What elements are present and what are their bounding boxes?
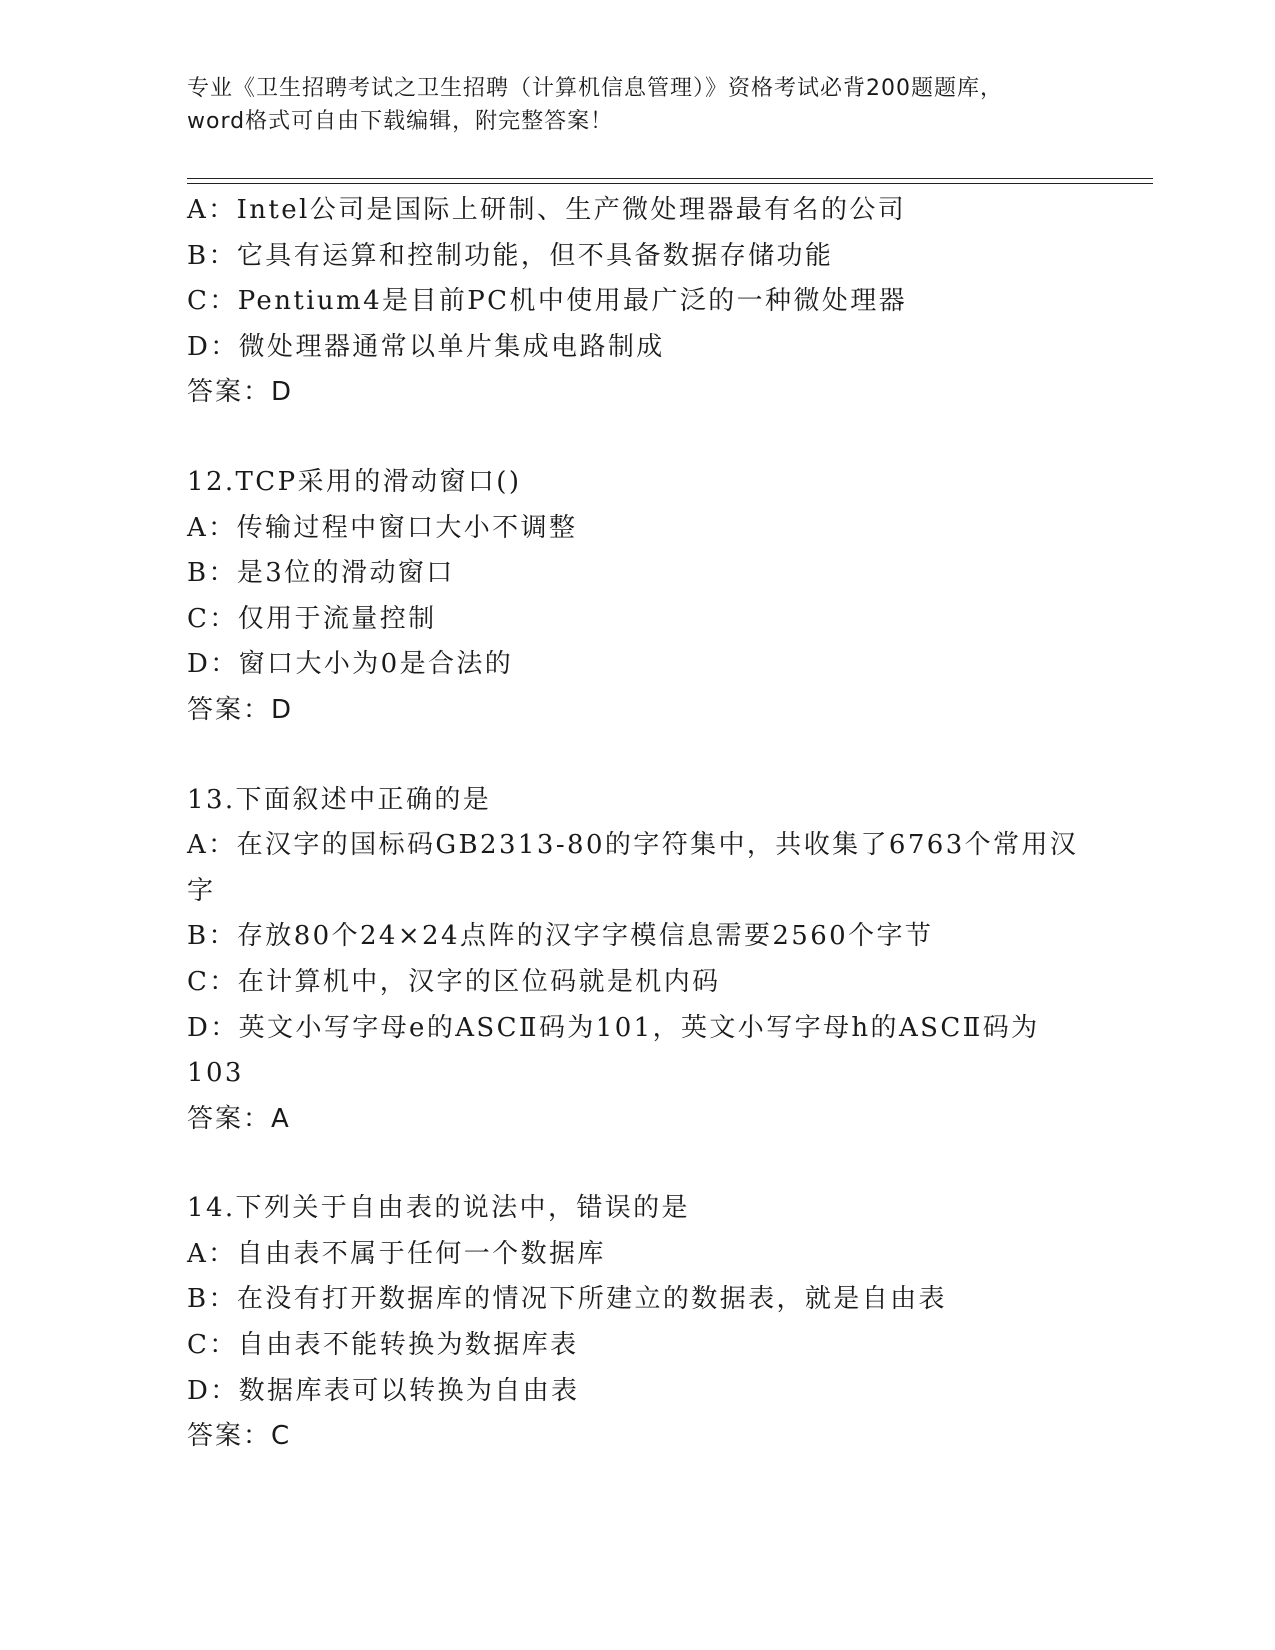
question-list: [187, 188, 1087, 1460]
option-d: D：窗口大小为0是合法的: [187, 649, 514, 680]
header-divider-bottom: [187, 183, 1153, 184]
answer: 答案：C: [187, 1421, 292, 1452]
option-a: A：自由表不属于任何一个数据库: [187, 1238, 606, 1269]
header-line-2: word格式可自由下载编辑，附完整答案！: [187, 109, 614, 134]
question-text: 13.下面叙述中正确的是: [187, 784, 492, 815]
question-text: 14.下列关于自由表的说法中，错误的是: [187, 1193, 690, 1224]
question-12: [187, 460, 1087, 734]
question-13: [187, 778, 1087, 1143]
option-d: D：英文小写字母e的ASCⅡ码为101，英文小写字母h的ASCⅡ码为: [187, 1012, 1040, 1043]
question-14: [187, 1186, 1087, 1460]
option-a-continued: 字: [187, 875, 216, 906]
header-line-1: 专业《卫生招聘考试之卫生招聘（计算机信息管理）》资格考试必背200题题库，: [187, 76, 1003, 101]
option-b: B：是3位的滑动窗口: [187, 558, 455, 589]
answer: 答案：A: [187, 1103, 291, 1134]
option-d-continued: 103: [187, 1058, 244, 1089]
option-d: D：微处理器通常以单片集成电路制成: [187, 331, 665, 362]
question-11: [187, 188, 1087, 416]
spacer: [187, 734, 1087, 778]
option-a: A：Intel公司是国际上研制、生产微处理器最有名的公司: [187, 195, 907, 225]
document-header: [187, 72, 1087, 138]
option-c: C：Pentium4是目前PC机中使用最广泛的一种微处理器: [187, 286, 908, 317]
option-c: C：仅用于流量控制: [187, 603, 437, 634]
option-c: C：在计算机中，汉字的区位码就是机内码: [187, 966, 721, 997]
header-divider-top: [187, 178, 1153, 179]
option-b: B：在没有打开数据库的情况下所建立的数据表，就是自由表: [187, 1284, 947, 1315]
spacer: [187, 416, 1087, 460]
spacer: [187, 1142, 1087, 1186]
option-b: B：存放80个24×24点阵的汉字字模信息需要2560个字节: [187, 921, 934, 952]
option-b: B：它具有运算和控制功能，但不具备数据存储功能: [187, 240, 834, 271]
option-c: C：自由表不能转换为数据库表: [187, 1330, 579, 1361]
question-text: 12.TCP采用的滑动窗口(): [187, 466, 522, 497]
option-a: A：传输过程中窗口大小不调整: [187, 512, 578, 543]
answer: 答案：D: [187, 694, 294, 725]
option-a: A：在汉字的国标码GB2313-80的字符集中，共收集了6763个常用汉: [187, 830, 1079, 861]
answer: 答案：D: [187, 377, 294, 408]
option-d: D：数据库表可以转换为自由表: [187, 1375, 580, 1406]
